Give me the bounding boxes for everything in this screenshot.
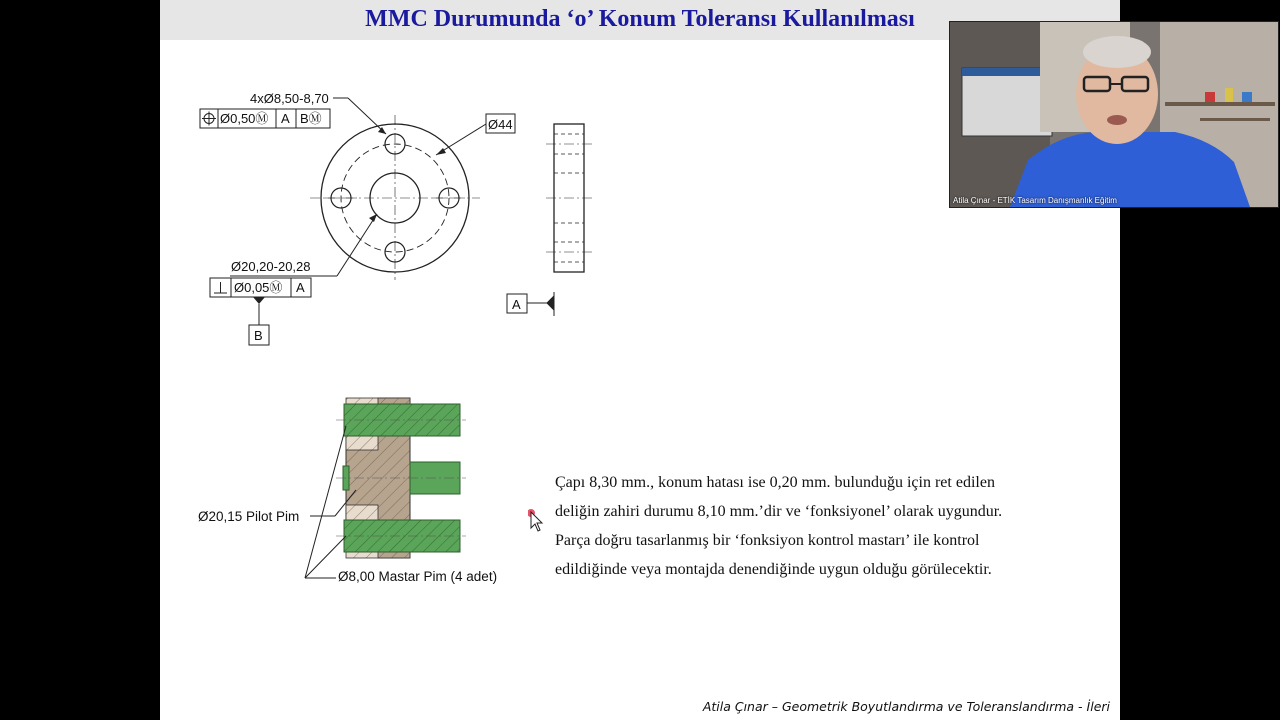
webcam-video[interactable]	[949, 21, 1279, 208]
webcam-caption: Atila Çınar - ETİK Tasarım Danışmanlık Eğitim	[953, 196, 1117, 205]
explanation-paragraph	[555, 468, 1075, 584]
perp-tolerance-value: Ø0,05Ⓜ	[234, 280, 283, 295]
paragraph-line: Parça doğru tasarlanmış bir ‘fonksiyon kontrol mastarı’ ile kontrol	[555, 532, 980, 549]
slide-footer: Atila Çınar – Geometrik Boyutlandırma ve Toleranslandırma - İleri	[702, 699, 1110, 714]
datum-a-ref: A	[281, 111, 290, 126]
mouse-cursor-icon	[528, 509, 544, 533]
paragraph-line: Çapı 8,30 mm., konum hatası ise 0,20 mm. bulunduğu için ret edilen	[555, 474, 995, 491]
position-tolerance-value: Ø0,50Ⓜ	[220, 111, 269, 126]
paragraph-line: edildiğinde veya montajda denendiğinde uygun olduğu görülecektir.	[555, 561, 992, 578]
perp-datum-ref: A	[296, 280, 305, 295]
webcam-scene	[950, 22, 1278, 207]
outer-diameter-text: Ø44	[488, 117, 513, 132]
position-icon	[202, 112, 216, 126]
perpendicularity-icon	[214, 282, 227, 293]
datum-b-mmc-ref: BⓂ	[300, 111, 322, 126]
datum-b-triangle	[253, 297, 265, 304]
pilot-pin-label: Ø20,15 Pilot Pim	[198, 509, 300, 524]
gauge-assembly	[336, 398, 466, 558]
outer-diameter-callout	[436, 114, 515, 155]
datum-b-label: B	[254, 328, 263, 343]
paragraph-line: deliğin zahiri durumu 8,10 mm.’dir ve ‘fonksiyonel’ olarak uygundur.	[555, 503, 1003, 520]
front-view	[310, 115, 480, 280]
gauge-pin-label: Ø8,00 Mastar Pim (4 adet)	[338, 569, 498, 584]
slide-title: MMC Durumunda ‘o’ Konum Toleransı Kullanılması	[365, 6, 915, 32]
bore-callout	[210, 214, 377, 345]
side-datum-label: A	[512, 297, 521, 312]
hole-callout	[200, 91, 386, 134]
side-view	[507, 124, 592, 316]
wall-poster	[962, 68, 1052, 136]
hole-callout-text: 4xØ8,50-8,70	[250, 91, 329, 106]
bore-callout-text: Ø20,20-20,28	[231, 259, 311, 274]
